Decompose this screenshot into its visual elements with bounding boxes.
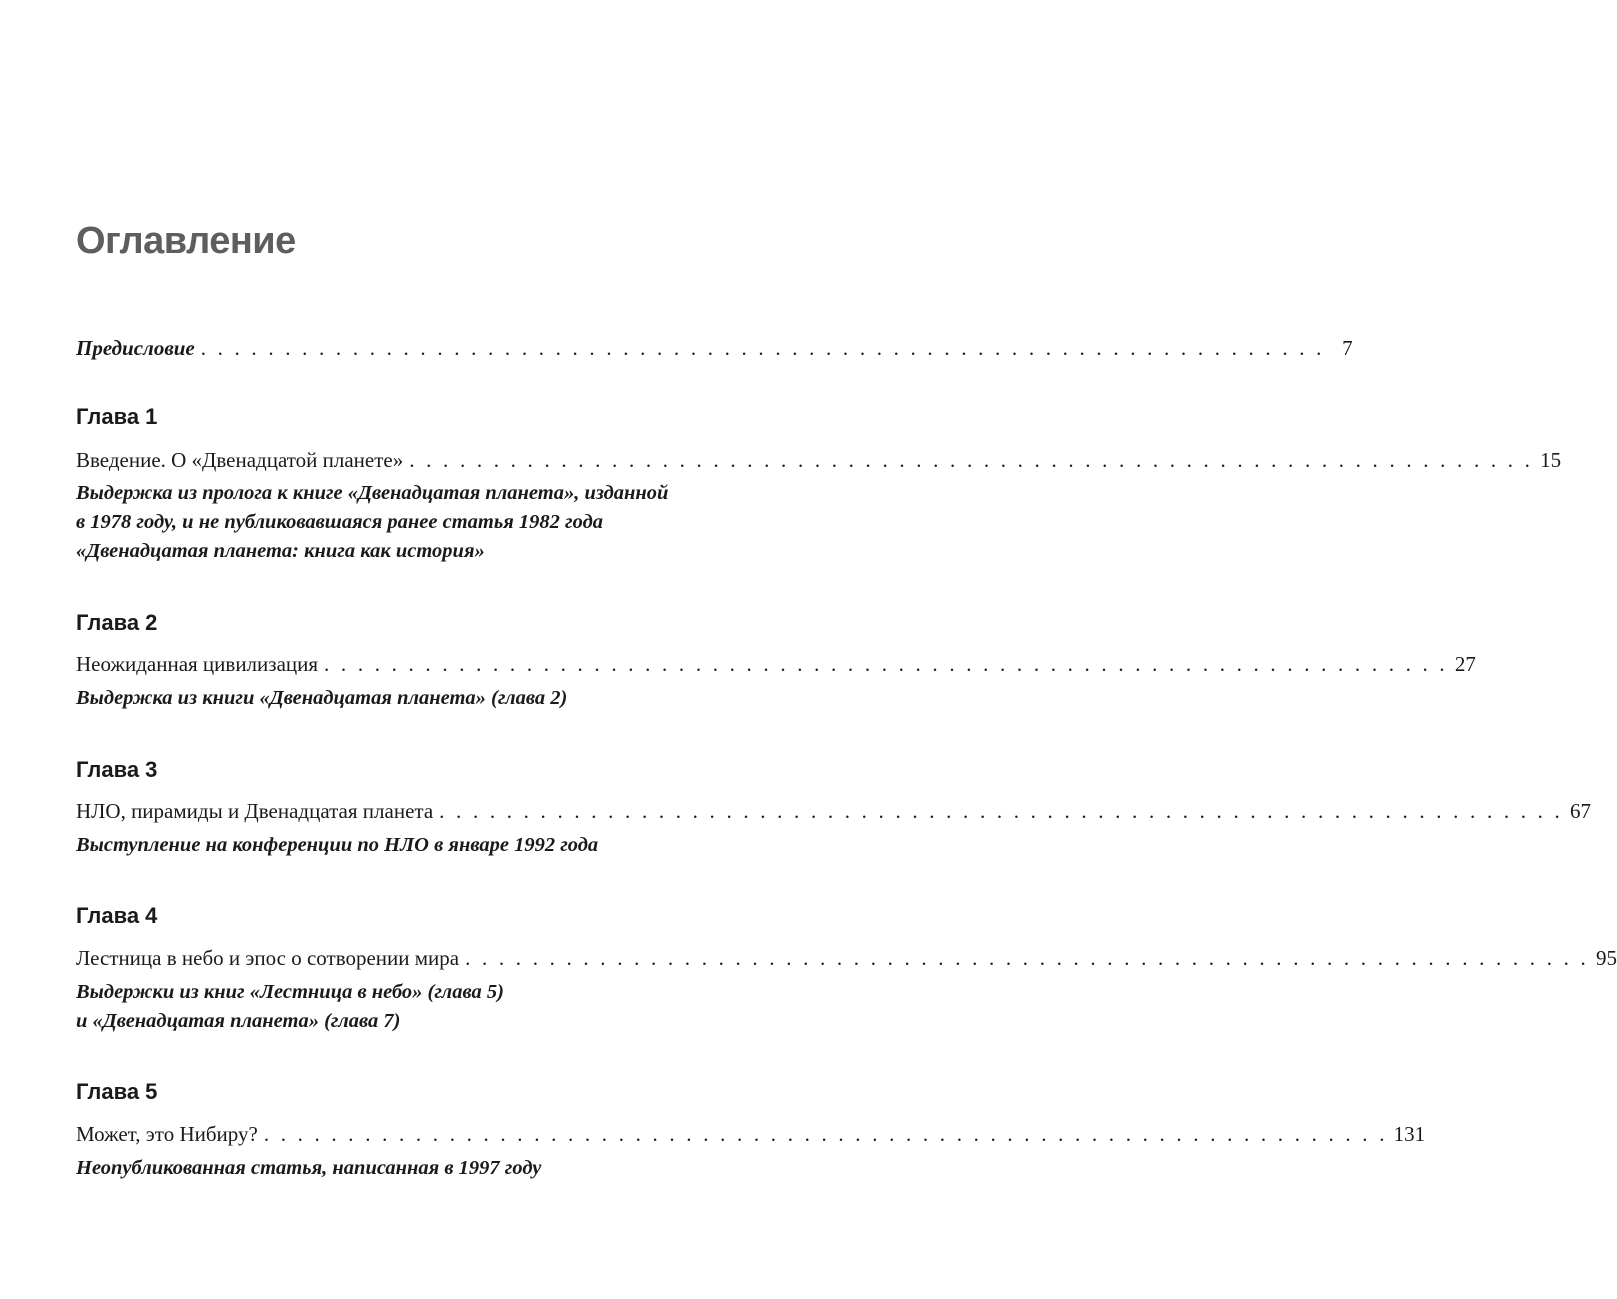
dot-leader: . . . . . . . . . . . . . . . . . . . . . . . . . . . . . . . . . . . . . . . . . . . . . . . . . . . . . . . . . . . . . . . . . . . [409,448,1534,472]
toc-entry-title: Лестница в небо и эпос о сотворении мира [76,946,460,970]
toc-entry-preface[interactable] [76,336,1353,360]
chapter-heading: Глава 1 [76,404,158,429]
description-line: в 1978 году, и не публиковавшаяся ранее статья 1982 года [76,511,604,533]
toc-entry-title: Предисловие [76,336,195,360]
toc-page-number: 131 [1393,1122,1426,1146]
dot-leader: . . . . . . . . . . . . . . . . . . . . . . . . . . . . . . . . . . . . . . . . . . . . . . . . . . . . . . . . . . . . . . . . . . . [263,1122,1388,1146]
description-line: Выдержка из книги «Двенадцатая планета» (глава 2) [76,687,568,709]
dot-leader: . . . . . . . . . . . . . . . . . . . . . . . . . . . . . . . . . . . . . . . . . . . . . . . . . . . . . . . . . . . . . . . . . . . [465,946,1589,970]
toc-entry[interactable] [76,946,1617,970]
description-line: и «Двенадцатая планета» (глава 7) [76,1010,401,1032]
toc-entry-title: Введение. О «Двенадцатой планете» [76,448,404,472]
toc-entry-title: НЛО, пирамиды и Двенадцатая планета [76,799,434,823]
chapter-description [76,978,756,1036]
dot-leader: . . . . . . . . . . . . . . . . . . . . . . . . . . . . . . . . . . . . . . . . . . . . . . . . . . . . . . . . . . . . . . . . . . . [200,336,1325,360]
description-line: Выступление на конференции по НЛО в январе 1992 года [76,834,599,856]
chapter-description [76,831,756,860]
toc-page-number: 7 [1342,336,1353,360]
dot-leader: . . . . . . . . . . . . . . . . . . . . . . . . . . . . . . . . . . . . . . . . . . . . . . . . . . . . . . . . . . . . . . . . . . . [324,652,1448,676]
dot-leader: . . . . . . . . . . . . . . . . . . . . . . . . . . . . . . . . . . . . . . . . . . . . . . . . . . . . . . . . . . . . . . . . . . . [439,799,1564,823]
description-line: Неопубликованная статья, написанная в 1997 году [76,1157,542,1179]
chapter-heading: Глава 4 [76,903,158,928]
page-title: Оглавление [76,220,296,262]
description-line: «Двенадцатая планета: книга как история» [76,540,485,562]
chapter-description [76,479,756,566]
chapter-heading: Глава 3 [76,757,158,782]
description-line: Выдержки из книг «Лестница в небо» (глава 5) [76,981,504,1003]
toc-entry-title: Неожиданная цивилизация [76,652,319,676]
toc-page-number: 67 [1570,799,1592,823]
toc-entry[interactable] [76,448,1562,472]
toc-entry-title: Может, это Нибиру? [76,1122,258,1146]
toc-page-number: 15 [1540,448,1562,472]
toc-entry[interactable] [76,799,1592,823]
toc-entry[interactable] [76,652,1476,676]
toc-page-number: 27 [1454,652,1476,676]
chapter-heading: Глава 2 [76,610,158,635]
chapter-heading: Глава 5 [76,1079,158,1104]
chapter-description [76,684,756,713]
chapter-description [76,1154,756,1183]
toc-page-number: 95 [1595,946,1617,970]
description-line: Выдержка из пролога к книге «Двенадцатая планета», изданной [76,482,669,504]
toc-entry[interactable] [76,1122,1426,1146]
